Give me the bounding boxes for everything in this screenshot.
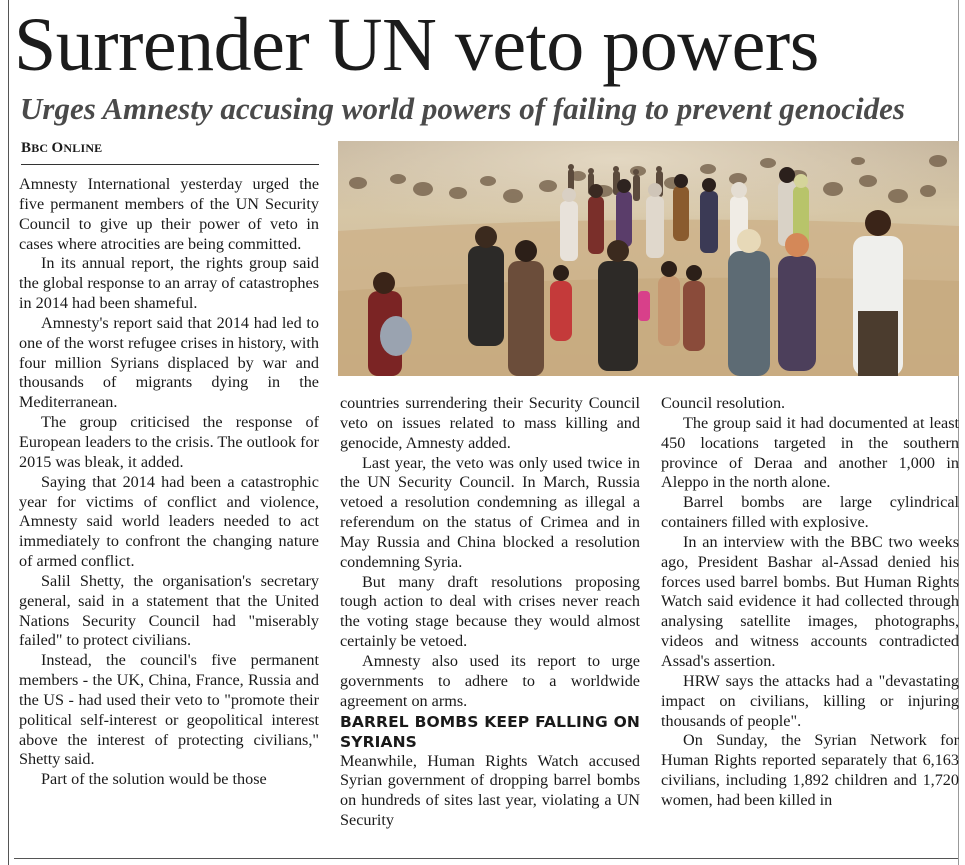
news-photo	[338, 141, 959, 376]
byline	[21, 140, 319, 165]
paragraph: Part of the solution would be those	[41, 770, 267, 789]
article-column-1	[19, 175, 319, 790]
paragraph: Meanwhile, Human Rights Watch accused Syrian government of dropping barrel bombs on hundreds of sites last year, violating a UN Security	[340, 751, 640, 830]
paragraph: Amnesty also used its report to urge governments to adhere to a worldwide agreement on arms.	[340, 651, 640, 710]
refugees-photo-illustration	[338, 141, 959, 376]
subheadline: Urges Amnesty accusing world powers of failing to prevent genocides	[20, 91, 905, 126]
paragraph: Saying that 2014 had been a catastrophic year for victims of conflict and violence, Amnesty said world leaders needed to act immediately to confront the changing nature of armed conflict.	[19, 472, 319, 571]
byline-initial: B	[21, 140, 32, 156]
paragraph: Council resolution.	[661, 394, 786, 412]
paragraph: Barrel bombs are large cylindrical containers filled with explosive.	[661, 493, 959, 532]
bottom-rule	[14, 858, 958, 859]
paragraph: In its annual report, the rights group said the global response to an array of catastrophes in 2014 had been shameful.	[19, 254, 319, 313]
byline-rest-2: NLINE	[63, 141, 103, 155]
paragraph: HRW says the attacks had a "devastating impact on civilians, killing or injuring thousands of people".	[661, 671, 959, 730]
paragraph: The group criticised the response of European leaders to the crisis. The outlook for 2015 was bleak, it added.	[19, 413, 319, 471]
section-subheading: BARREL BOMBS KEEP FALLING ON SYRIANS	[340, 712, 640, 751]
article-column-3	[661, 394, 959, 811]
paragraph: Amnesty International yesterday urged the five permanent members of the UN Security Council to give up their power of veto in cases where atrocities are being committed.	[19, 175, 319, 253]
byline-initial-2: O	[51, 140, 64, 156]
paragraph: In an interview with the BBC two weeks ago, President Bashar al-Assad denied his forces used barrel bombs. But Human Rights Watch said evidence it had collected through analysing satellite images, photographs, videos and witness accounts contradicted Assad's assertion.	[661, 532, 959, 670]
paragraph: But many draft resolutions proposing tough action to deal with crises never reach the voting stage because they would almost certainly be vetoed.	[340, 572, 640, 651]
paragraph: Salil Shetty, the organisation's secretary general, said in a statement that the United Nations Security Council had "miserably failed" to protect civilians.	[19, 571, 319, 650]
paragraph: The group said it had documented at least 450 locations targeted in the southern province of Deraa and another 1,000 in Aleppo in the north alone.	[661, 413, 959, 492]
article-column-2	[340, 394, 640, 831]
paragraph: Amnesty's report said that 2014 had led to one of the worst refugee crises in history, with four million Syrians displaced by war and thousands of migrants dying in the Mediterranean.	[19, 313, 319, 412]
paragraph: On Sunday, the Syrian Network for Human Rights reported separately that 6,163 civilians, including 1,892 children and 1,720 women, had been killed in	[661, 731, 959, 809]
paragraph: Instead, the council's five permanent members - the UK, China, France, Russia and the US - had used their veto to "promote their political self-interest or geopolitical interest above the interest of protecting civilians," Shetty said.	[19, 651, 319, 769]
paragraph: Last year, the veto was only used twice in the UN Security Council. In March, Russia vetoed a resolution condemning as illegal a referendum on the status of Crimea and in May Russia and China blocked a resolution condemning Syria.	[340, 453, 640, 571]
left-column-rule	[8, 0, 9, 865]
paragraph: countries surrendering their Security Council veto on issues related to mass killing and genocide, Amnesty added.	[340, 394, 640, 452]
byline-rest: BC	[31, 141, 52, 155]
headline: Surrender UN veto powers	[14, 3, 819, 87]
